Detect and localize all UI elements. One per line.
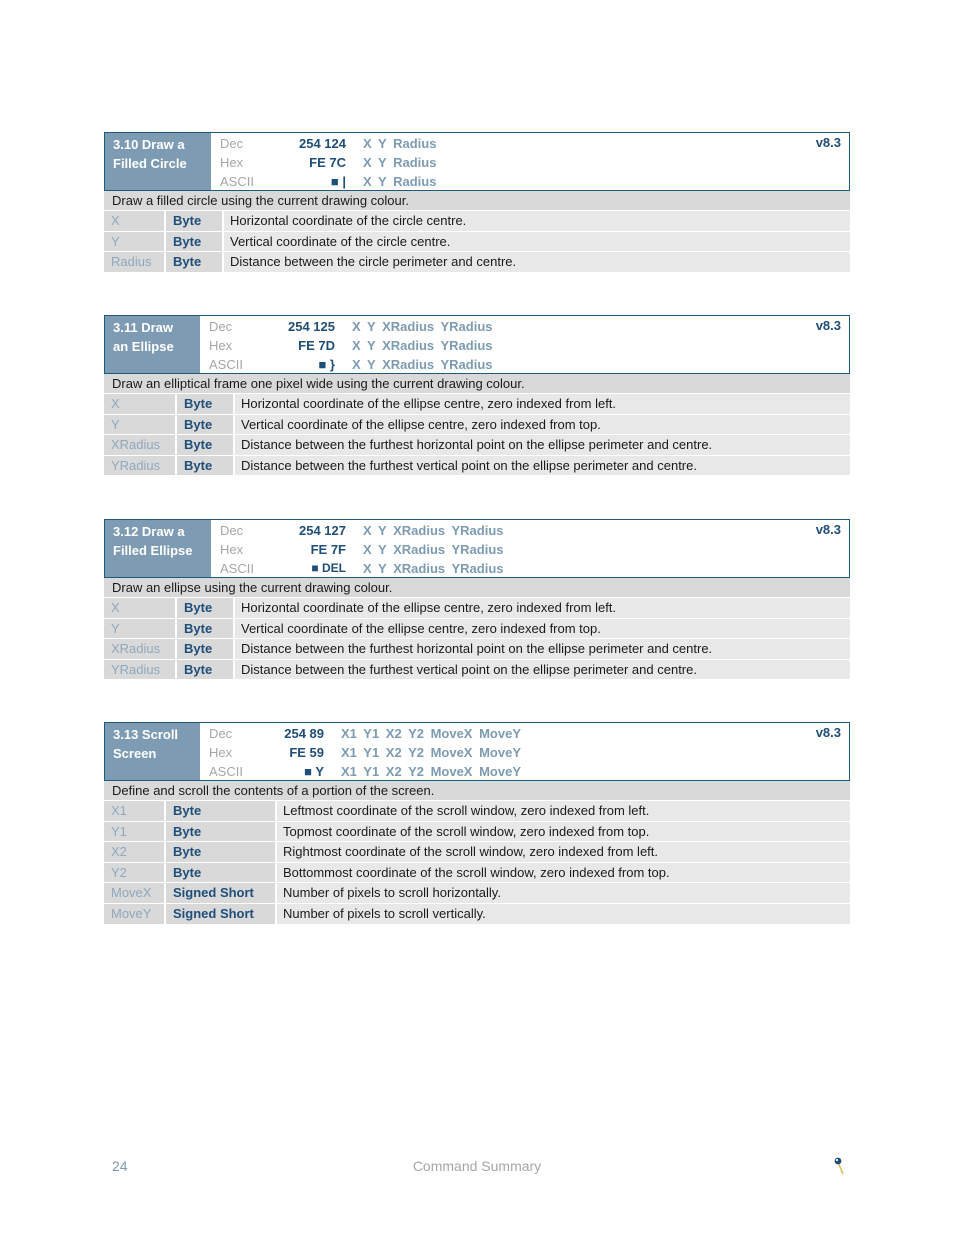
param-desc: Bottommost coordinate of the scroll window, zero indexed from top. — [277, 863, 850, 883]
dec-row — [200, 317, 849, 336]
version-badge: v8.3 — [815, 725, 841, 740]
ascii-value: ■ | — [330, 174, 346, 189]
version-badge: v8.3 — [815, 522, 841, 537]
param-name: Y2 — [104, 863, 166, 883]
param-name: YRadius — [104, 660, 177, 680]
version-badge: v8.3 — [815, 135, 841, 150]
param-row — [104, 597, 850, 618]
dec-value: 254 127 — [299, 523, 346, 538]
param-name: X2 — [104, 842, 166, 862]
param-row — [104, 618, 850, 639]
param-row — [104, 821, 850, 842]
footer-section-title: Command Summary — [412, 1158, 542, 1174]
ascii-value: ■ } — [318, 357, 335, 372]
command-title-line-1: 3.11 Draw — [113, 320, 173, 335]
command-title-line-2: Filled Ellipse — [113, 543, 193, 558]
param-type: Byte — [166, 232, 224, 252]
param-row — [104, 251, 850, 272]
command-title-line-2: an Ellipse — [113, 339, 174, 354]
dec-args: X Y XRadius YRadius — [352, 319, 493, 334]
ascii-label: ASCII — [209, 764, 243, 779]
dec-row — [211, 134, 849, 153]
hex-label: Hex — [220, 542, 244, 557]
param-name: X — [104, 394, 177, 414]
dec-args: X Y XRadius YRadius — [363, 523, 504, 538]
command-title-line-1: 3.12 Draw a — [113, 524, 185, 539]
param-type: Byte — [166, 822, 277, 842]
param-name: Y — [104, 619, 177, 639]
param-type: Byte — [166, 211, 224, 231]
command-title-line-1: 3.13 Scroll — [113, 727, 179, 742]
param-type: Byte — [177, 415, 235, 435]
ascii-value: ■ DEL — [311, 561, 346, 575]
ascii-args: X Y Radius — [363, 174, 437, 189]
command-block-3-13 — [104, 722, 850, 924]
param-desc: Vertical coordinate of the ellipse centre, zero indexed from top. — [235, 619, 850, 639]
command-title-line-1: 3.10 Draw a — [113, 137, 185, 152]
ascii-row — [211, 172, 849, 191]
ascii-label: ASCII — [220, 174, 254, 189]
hex-label: Hex — [220, 155, 244, 170]
command-description: Define and scroll the contents of a portion of the screen. — [104, 780, 850, 800]
param-desc: Vertical coordinate of the circle centre. — [224, 232, 850, 252]
param-desc: Number of pixels to scroll vertically. — [277, 904, 850, 924]
page-number: 24 — [112, 1158, 128, 1174]
dec-label: Dec — [220, 136, 244, 151]
param-row — [104, 800, 850, 821]
hex-value: FE 7F — [310, 542, 346, 557]
hex-label: Hex — [209, 338, 233, 353]
param-name: YRadius — [104, 456, 177, 476]
param-type: Byte — [177, 456, 235, 476]
dec-value: 254 125 — [288, 319, 335, 334]
param-row — [104, 210, 850, 231]
param-type: Byte — [166, 863, 277, 883]
hex-args: X Y XRadius YRadius — [363, 542, 504, 557]
param-type: Signed Short — [166, 883, 277, 903]
param-type: Byte — [177, 660, 235, 680]
hex-args: X Y XRadius YRadius — [352, 338, 493, 353]
param-type: Signed Short — [166, 904, 277, 924]
ascii-args: X1 Y1 X2 Y2 MoveX MoveY — [341, 764, 521, 779]
param-desc: Topmost coordinate of the scroll window, zero indexed from top. — [277, 822, 850, 842]
param-desc: Distance between the circle perimeter and centre. — [224, 252, 850, 272]
param-type: Byte — [177, 598, 235, 618]
command-title-line-2: Filled Circle — [113, 156, 187, 171]
command-title — [105, 723, 200, 780]
ascii-label: ASCII — [220, 561, 254, 576]
command-description: Draw an ellipse using the current drawing colour. — [104, 577, 850, 597]
dec-args: X Y Radius — [363, 136, 437, 151]
ascii-value: ■ Y — [304, 764, 324, 779]
param-row — [104, 882, 850, 903]
dec-value: 254 89 — [284, 726, 324, 741]
ascii-args: X Y XRadius YRadius — [363, 561, 504, 576]
param-desc: Leftmost coordinate of the scroll window, zero indexed from left. — [277, 801, 850, 821]
param-name: X — [104, 211, 166, 231]
command-title — [105, 133, 211, 190]
command-title-line-2: Screen — [113, 746, 157, 761]
ascii-row — [200, 355, 849, 374]
command-format — [200, 723, 849, 780]
param-desc: Number of pixels to scroll horizontally. — [277, 883, 850, 903]
param-row — [104, 659, 850, 680]
hex-value: FE 59 — [289, 745, 324, 760]
param-name: XRadius — [104, 639, 177, 659]
hex-row — [211, 540, 849, 559]
param-name: Y — [104, 415, 177, 435]
command-description: Draw an elliptical frame one pixel wide using the current drawing colour. — [104, 373, 850, 393]
param-desc: Distance between the furthest horizontal point on the ellipse perimeter and centre. — [235, 639, 850, 659]
dec-row — [200, 724, 849, 743]
param-name: MoveY — [104, 904, 166, 924]
param-row — [104, 434, 850, 455]
ascii-args: X Y XRadius YRadius — [352, 357, 493, 372]
param-type: Byte — [177, 639, 235, 659]
param-name: Y — [104, 232, 166, 252]
ascii-row — [211, 559, 849, 578]
param-name: X1 — [104, 801, 166, 821]
ascii-row — [200, 762, 849, 781]
param-name: Radius — [104, 252, 166, 272]
param-name: Y1 — [104, 822, 166, 842]
param-desc: Distance between the furthest horizontal point on the ellipse perimeter and centre. — [235, 435, 850, 455]
command-format — [211, 520, 849, 577]
param-desc: Horizontal coordinate of the circle centre. — [224, 211, 850, 231]
param-type: Byte — [177, 435, 235, 455]
param-desc: Distance between the furthest vertical point on the ellipse perimeter and centre. — [235, 456, 850, 476]
param-desc: Horizontal coordinate of the ellipse centre, zero indexed from left. — [235, 394, 850, 414]
param-type: Byte — [177, 394, 235, 414]
command-description: Draw a filled circle using the current drawing colour. — [104, 190, 850, 210]
param-row — [104, 841, 850, 862]
param-name: XRadius — [104, 435, 177, 455]
ascii-label: ASCII — [209, 357, 243, 372]
param-row — [104, 455, 850, 476]
command-block-3-12 — [104, 519, 850, 679]
param-row — [104, 903, 850, 924]
command-title — [105, 316, 200, 373]
param-type: Byte — [166, 252, 224, 272]
dec-value: 254 124 — [299, 136, 346, 151]
version-badge: v8.3 — [815, 318, 841, 333]
dec-label: Dec — [209, 726, 233, 741]
dec-args: X1 Y1 X2 Y2 MoveX MoveY — [341, 726, 521, 741]
param-row — [104, 393, 850, 414]
param-type: Byte — [166, 842, 277, 862]
command-header — [104, 722, 850, 780]
param-row — [104, 231, 850, 252]
param-desc: Horizontal coordinate of the ellipse centre, zero indexed from left. — [235, 598, 850, 618]
command-block-3-11 — [104, 315, 850, 475]
param-name: X — [104, 598, 177, 618]
param-desc: Vertical coordinate of the ellipse centre, zero indexed from top. — [235, 415, 850, 435]
param-desc: Distance between the furthest vertical point on the ellipse perimeter and centre. — [235, 660, 850, 680]
hex-row — [211, 153, 849, 172]
command-header — [104, 519, 850, 577]
hex-value: FE 7D — [298, 338, 335, 353]
hex-row — [200, 336, 849, 355]
param-row — [104, 414, 850, 435]
dec-label: Dec — [220, 523, 244, 538]
command-header — [104, 132, 850, 190]
command-format — [211, 133, 849, 190]
dec-label: Dec — [209, 319, 233, 334]
command-header — [104, 315, 850, 373]
param-type: Byte — [177, 619, 235, 639]
hex-row — [200, 743, 849, 762]
param-type: Byte — [166, 801, 277, 821]
command-block-3-10 — [104, 132, 850, 272]
command-title — [105, 520, 211, 577]
hex-args: X Y Radius — [363, 155, 437, 170]
param-row — [104, 862, 850, 883]
command-format — [200, 316, 849, 373]
hex-args: X1 Y1 X2 Y2 MoveX MoveY — [341, 745, 521, 760]
dec-row — [211, 521, 849, 540]
param-row — [104, 638, 850, 659]
matrix-orbital-logo-icon — [830, 1155, 846, 1175]
param-name: MoveX — [104, 883, 166, 903]
hex-label: Hex — [209, 745, 233, 760]
param-desc: Rightmost coordinate of the scroll window, zero indexed from left. — [277, 842, 850, 862]
hex-value: FE 7C — [309, 155, 346, 170]
